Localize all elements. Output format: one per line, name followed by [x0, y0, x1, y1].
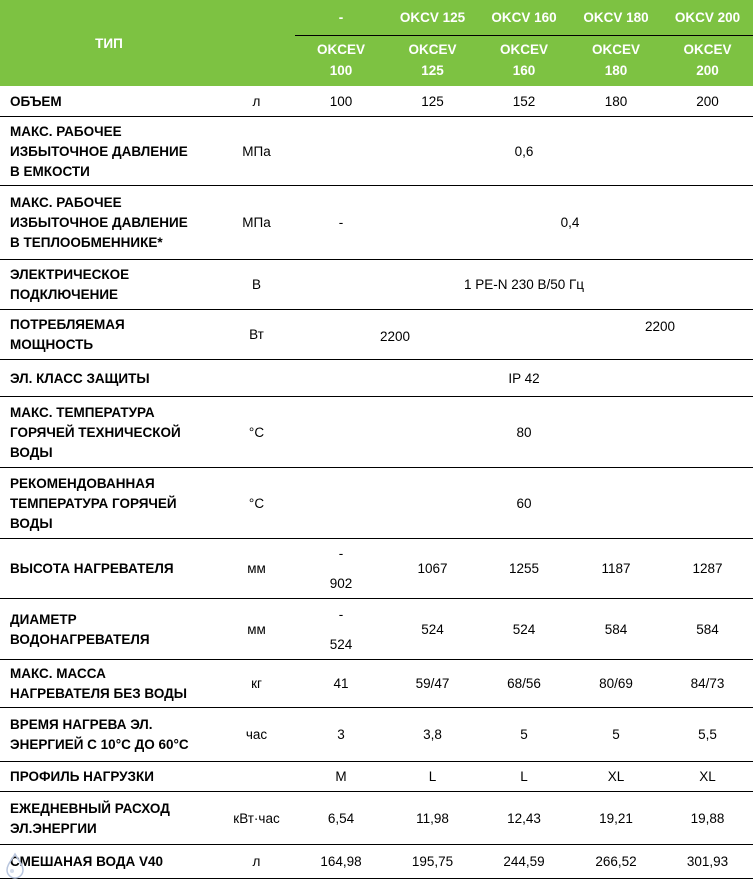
- unit-text: мм: [247, 561, 266, 576]
- value-cell: [478, 845, 570, 879]
- value-text: 68/56: [507, 676, 541, 691]
- model-name-top-label: OKCV 200: [674, 9, 741, 25]
- value-cell: [478, 660, 570, 708]
- value-text: 1287: [692, 561, 723, 576]
- value-text: 524: [421, 621, 444, 637]
- value-cell: [662, 539, 753, 599]
- row-label-volume: [0, 86, 218, 117]
- merged-value-cell: [295, 360, 753, 397]
- value-cell: [570, 708, 662, 762]
- row-label-text: [10, 315, 125, 355]
- value-cell: [662, 599, 753, 660]
- row-label-line: В ТЕПЛООБМЕННИКЕ*: [10, 235, 163, 250]
- model-name-bottom-label: OKCEV: [591, 42, 640, 57]
- value-cell: [295, 539, 387, 599]
- value-cell: [295, 599, 387, 660]
- value-text: 84/73: [690, 676, 725, 691]
- type-header: [0, 0, 218, 86]
- unit-cell: [218, 599, 295, 660]
- value-text: 152: [512, 93, 536, 109]
- value-text: -: [338, 546, 344, 561]
- model-name-top-label: OKCV 125: [399, 9, 466, 25]
- merged-value-cell: [560, 310, 753, 360]
- row-label-line: ПОДКЛЮЧЕНИЕ: [10, 287, 119, 302]
- row-label-load-profile: [0, 762, 218, 792]
- merged-value-cell: [295, 117, 753, 186]
- value-cell: [662, 845, 753, 879]
- value-text: 100: [329, 93, 353, 109]
- model-name-bottom-label: OKCEV: [316, 42, 365, 57]
- row-label-line: НАГРЕВАТЕЛЯ БЕЗ ВОДЫ: [10, 686, 187, 701]
- row-label-line: МАКС. МАССА: [10, 666, 106, 681]
- merged-value-cell: [295, 468, 753, 539]
- value-cell: [295, 845, 387, 879]
- value-cell: [387, 660, 478, 708]
- row-label-connection: [0, 260, 218, 310]
- value-cell: [387, 845, 478, 879]
- value-text: 3: [337, 727, 345, 742]
- row-label-line: МАКС. РАБОЧЕЕ: [10, 123, 122, 139]
- row-label-heat-time: [0, 708, 218, 762]
- unit-cell: [218, 310, 295, 360]
- value-text: 5: [612, 727, 620, 742]
- row-divider: [0, 878, 753, 879]
- value-text: XL: [699, 769, 716, 784]
- value-text: L: [428, 769, 437, 784]
- value-text: 2200: [644, 319, 676, 334]
- row-label-line: ПРОФИЛЬ НАГРУЗКИ: [10, 769, 154, 784]
- row-label-text: [10, 610, 150, 650]
- unit-text: кг: [251, 676, 262, 691]
- value-text: 2200: [379, 329, 411, 344]
- model-name-bottom-label: OKCEV: [499, 42, 548, 57]
- model-name-top-label: OKCV 160: [491, 9, 557, 25]
- value-cell: [662, 792, 753, 845]
- value-cell: [662, 660, 753, 708]
- value-text: 266,52: [595, 854, 637, 869]
- model-name-bottom-label: OKCEV: [683, 42, 732, 57]
- value-cell: [295, 186, 387, 260]
- droplet-logo-icon: [2, 852, 28, 880]
- value-cell: [295, 86, 387, 117]
- unit-cell: [218, 660, 295, 708]
- row-label-tank-pressure: [0, 117, 218, 186]
- model-name-bottom-label: 100: [329, 63, 353, 78]
- unit-text: МПа: [242, 143, 271, 159]
- row-label-line: ЕЖЕДНЕВНЫЙ РАСХОД: [10, 800, 170, 816]
- value-cell: [478, 708, 570, 762]
- value-cell: [295, 792, 387, 845]
- row-label-text: [10, 767, 154, 787]
- row-label-line: ТЕМПЕРАТУРА ГОРЯЧЕЙ: [10, 495, 177, 511]
- row-label-text: [10, 799, 170, 839]
- value-text: 584: [696, 621, 719, 637]
- unit-cell: [218, 117, 295, 186]
- unit-cell: [218, 792, 295, 845]
- merged-value-cell: [295, 260, 753, 310]
- row-label-line: ОБЪЕМ: [10, 93, 62, 109]
- value-text: 5: [520, 727, 528, 742]
- unit-cell: [218, 186, 295, 260]
- row-label-line: ЭЛ.ЭНЕРГИИ: [10, 820, 97, 836]
- row-label-daily-energy: [0, 792, 218, 845]
- row-label-mass: [0, 660, 218, 708]
- value-text: 6,54: [327, 810, 355, 826]
- value-cell: [387, 86, 478, 117]
- value-cell: [387, 599, 478, 660]
- row-label-text: [10, 852, 163, 872]
- value-cell: [478, 762, 570, 792]
- row-label-line: РЕКОМЕНДОВАННАЯ: [10, 475, 155, 491]
- row-label-line: ИЗБЫТОЧНОЕ ДАВЛЕНИЕ: [10, 215, 188, 230]
- model-name-bottom: [478, 36, 570, 84]
- row-label-line: ПОТРЕБЛЯЕМАЯ: [10, 317, 125, 332]
- value-cell: [478, 86, 570, 117]
- model-name-top: [387, 0, 478, 34]
- value-text: 244,59: [503, 854, 545, 869]
- value-text: 180: [604, 93, 628, 109]
- value-cell: [570, 599, 662, 660]
- value-cell: [570, 539, 662, 599]
- row-label-rec-temp: [0, 468, 218, 539]
- unit-text: Вт: [249, 327, 264, 342]
- value-text: 0,6: [514, 143, 534, 159]
- row-label-line: ЭЛ. КЛАСС ЗАЩИТЫ: [10, 370, 150, 386]
- value-text: 41: [333, 676, 349, 691]
- model-name-bottom-label: OKCEV: [408, 42, 457, 57]
- unit-cell: [218, 260, 295, 310]
- value-text: 1067: [417, 561, 448, 576]
- row-label-text: [10, 559, 174, 579]
- value-text: 584: [604, 621, 628, 637]
- value-cell: [662, 708, 753, 762]
- value-cell: [570, 86, 662, 117]
- row-label-text: [10, 715, 189, 755]
- value-text: 524: [512, 621, 536, 637]
- row-label-text: [10, 122, 188, 182]
- value-text: M: [335, 769, 347, 784]
- model-name-top: [295, 0, 387, 34]
- value-text: XL: [607, 769, 625, 784]
- unit-cell: [218, 708, 295, 762]
- row-label-power: [0, 310, 218, 360]
- row-label-line: ЭНЕРГИЕЙ С 10°C ДО 60°C: [10, 737, 189, 752]
- row-label-line: МАКС. РАБОЧЕЕ: [10, 195, 122, 210]
- value-cell: [295, 708, 387, 762]
- row-label-line: ЭЛЕКТРИЧЕСКОЕ: [10, 267, 130, 282]
- row-label-line: ВЫСОТА НАГРЕВАТЕЛЯ: [10, 561, 174, 576]
- row-label-line: ВОДЫ: [10, 515, 53, 531]
- row-label-line: ВРЕМЯ НАГРЕВА ЭЛ.: [10, 717, 153, 732]
- merged-value-cell: [295, 310, 495, 360]
- value-text: IP 42: [508, 370, 540, 386]
- value-text: 5,5: [698, 727, 717, 742]
- row-label-line: ИЗБЫТОЧНОЕ ДАВЛЕНИЕ: [10, 143, 188, 159]
- value-text: 195,75: [411, 854, 454, 869]
- value-text: 59/47: [415, 676, 450, 691]
- unit-text: °C: [248, 495, 265, 511]
- unit-cell: [218, 468, 295, 539]
- value-cell: [295, 762, 387, 792]
- unit-text: мм: [247, 621, 266, 637]
- value-text: 524: [329, 636, 353, 652]
- row-label-height: [0, 539, 218, 599]
- value-cell: [478, 539, 570, 599]
- value-cell: [662, 86, 753, 117]
- row-label-text: [10, 193, 188, 253]
- value-text: -: [338, 215, 344, 230]
- model-name-bottom-label: 200: [696, 63, 719, 78]
- row-label-text: [10, 265, 129, 305]
- unit-text: кВт·час: [233, 810, 280, 826]
- value-text: 1187: [601, 561, 631, 576]
- type-header-label: ТИП: [95, 35, 123, 51]
- row-label-text: [10, 474, 177, 534]
- model-name-top: [478, 0, 570, 34]
- row-label-text: [10, 403, 181, 463]
- model-name-top-label: -: [338, 9, 344, 25]
- value-text: 60: [516, 495, 532, 511]
- value-text: 1255: [508, 561, 540, 576]
- model-name-bottom: [570, 36, 662, 84]
- unit-cell: [218, 86, 295, 117]
- unit-cell: [218, 539, 295, 599]
- row-label-line: МОЩНОСТЬ: [10, 337, 94, 352]
- row-label-max-temp: [0, 397, 218, 468]
- value-text: 19,21: [599, 810, 633, 826]
- row-label-line: ВОДЫ: [10, 444, 53, 460]
- unit-cell: [218, 762, 295, 792]
- value-text: 80/69: [599, 676, 633, 691]
- unit-text: В: [251, 277, 261, 292]
- unit-cell: [218, 360, 295, 397]
- row-label-line: СМЕШАНАЯ ВОДА V40: [10, 854, 163, 869]
- value-text: 19,88: [690, 810, 725, 826]
- row-label-line: ГОРЯЧЕЙ ТЕХНИЧЕСКОЙ: [10, 424, 181, 440]
- value-cell: [570, 845, 662, 879]
- value-cell: [387, 792, 478, 845]
- model-name-top: [662, 0, 753, 34]
- merged-value-cell: [295, 397, 753, 468]
- value-text: 3,8: [423, 727, 442, 742]
- row-label-line: МАКС. ТЕМПЕРАТУРА: [10, 404, 155, 420]
- value-cell: [570, 792, 662, 845]
- value-cell: [478, 792, 570, 845]
- row-label-text: [10, 369, 150, 389]
- value-text: 80: [516, 424, 532, 440]
- model-name-top: [570, 0, 662, 34]
- unit-text: МПа: [242, 215, 271, 230]
- value-text: 164,98: [320, 854, 362, 869]
- value-cell: [387, 539, 478, 599]
- value-cell: [478, 599, 570, 660]
- value-cell: [570, 762, 662, 792]
- unit-cell: [218, 397, 295, 468]
- value-cell: [387, 708, 478, 762]
- value-text: 902: [329, 576, 353, 591]
- value-cell: [662, 762, 753, 792]
- model-name-bottom-label: 125: [421, 63, 444, 78]
- row-label-line: ДИАМЕТР: [10, 611, 77, 627]
- row-label-diameter: [0, 599, 218, 660]
- model-name-bottom: [662, 36, 753, 84]
- value-text: 0,4: [560, 215, 580, 230]
- model-name-bottom: [295, 36, 387, 84]
- row-label-line: В ЕМКОСТИ: [10, 163, 90, 179]
- row-label-text: [10, 664, 187, 704]
- unit-text: час: [245, 727, 268, 742]
- value-cell: [570, 660, 662, 708]
- model-name-bottom-label: 160: [512, 63, 536, 78]
- row-label-exchanger-pressure: [0, 186, 218, 260]
- model-name-top-label: OKCV 180: [583, 9, 649, 25]
- unit-cell: [218, 845, 295, 879]
- unit-text: л: [252, 854, 261, 869]
- value-text: 12,43: [507, 810, 541, 826]
- value-cell: [387, 762, 478, 792]
- merged-value-cell: [387, 186, 753, 260]
- value-text: -: [338, 606, 344, 622]
- header-divider: [295, 35, 753, 36]
- value-cell: [295, 660, 387, 708]
- row-label-line: ВОДОНАГРЕВАТЕЛЯ: [10, 631, 150, 647]
- model-name-bottom-label: 180: [604, 63, 628, 78]
- value-text: 1 PE-N 230 В/50 Гц: [463, 277, 585, 292]
- value-text: 125: [421, 93, 444, 109]
- value-text: 200: [696, 93, 719, 109]
- value-text: 301,93: [686, 854, 729, 869]
- value-text: L: [520, 769, 528, 784]
- value-text: 11,98: [416, 810, 449, 826]
- unit-text: °C: [248, 424, 265, 440]
- row-label-text: [10, 92, 62, 112]
- row-label-protection: [0, 360, 218, 397]
- unit-text: л: [252, 93, 261, 109]
- model-name-bottom: [387, 36, 478, 84]
- row-label-mixed-water: [0, 845, 218, 879]
